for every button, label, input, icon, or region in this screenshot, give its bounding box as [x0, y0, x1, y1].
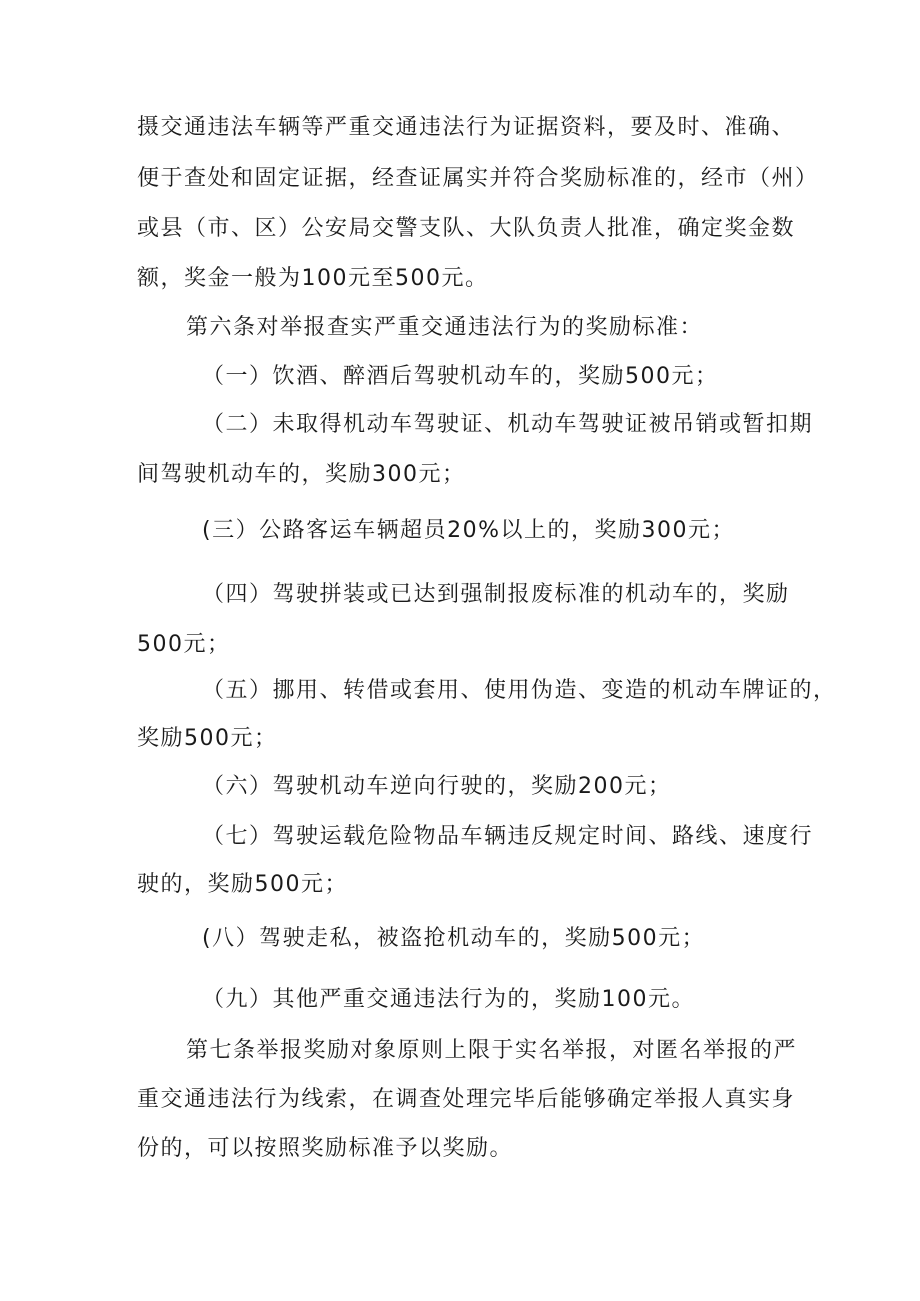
paragraph-line: 或县（市、区）公安局交警支队、大队负责人批准，确定奖金数: [137, 216, 796, 241]
paragraph-line: 重交通违法行为线索，在调查处理完毕后能够确定举报人真实身: [137, 1087, 796, 1112]
paragraph-line: 便于查处和固定证据，经查证属实并符合奖励标准的，经市（州）: [137, 166, 819, 191]
list-item-6: （六）驾驶机动车逆向行驶的，奖励200元；: [202, 774, 672, 799]
list-item-2-cont: 间驾驶机动车的，奖励300元；: [137, 462, 466, 487]
list-item-4-cont: 500元；: [137, 632, 231, 657]
list-item-3: (三）公路客运车辆超员20%以上的，奖励300元；: [202, 518, 735, 543]
paragraph-line: 摄交通违法车辆等严重交通违法行为证据资料，要及时、准确、: [137, 115, 796, 140]
paragraph-line: 额，奖金一般为100元至500元。: [137, 266, 489, 291]
list-item-5-cont: 奖励500元；: [137, 726, 278, 751]
list-item-7: （七）驾驶运载危险物品车辆违反规定时间、路线、速度行: [202, 824, 814, 849]
paragraph-line: 份的，可以按照奖励标准予以奖励。: [137, 1136, 514, 1161]
list-item-1: （一）饮酒、醉酒后驾驶机动车的，奖励500元；: [202, 364, 719, 389]
list-item-5: （五）挪用、转借或套用、使用伪造、变造的机动车牌证的，: [202, 678, 837, 703]
list-item-2: （二）未取得机动车驾驶证、机动车驾驶证被吊销或暂扣期: [202, 412, 814, 437]
list-item-9: （九）其他严重交通违法行为的，奖励100元。: [202, 987, 695, 1012]
list-item-8: (八）驾驶走私，被盗抢机动车的，奖励500元；: [202, 926, 706, 951]
list-item-7-cont: 驶的，奖励500元；: [137, 872, 348, 897]
article-heading-7: 第七条举报奖励对象原则上限于实名举报，对匿名举报的严: [186, 1038, 798, 1063]
list-item-4: （四）驾驶拼装或已达到强制报废标准的机动车的，奖励: [202, 582, 790, 607]
article-heading-6: 第六条对举报查实严重交通违法行为的奖励标准：: [186, 315, 704, 340]
